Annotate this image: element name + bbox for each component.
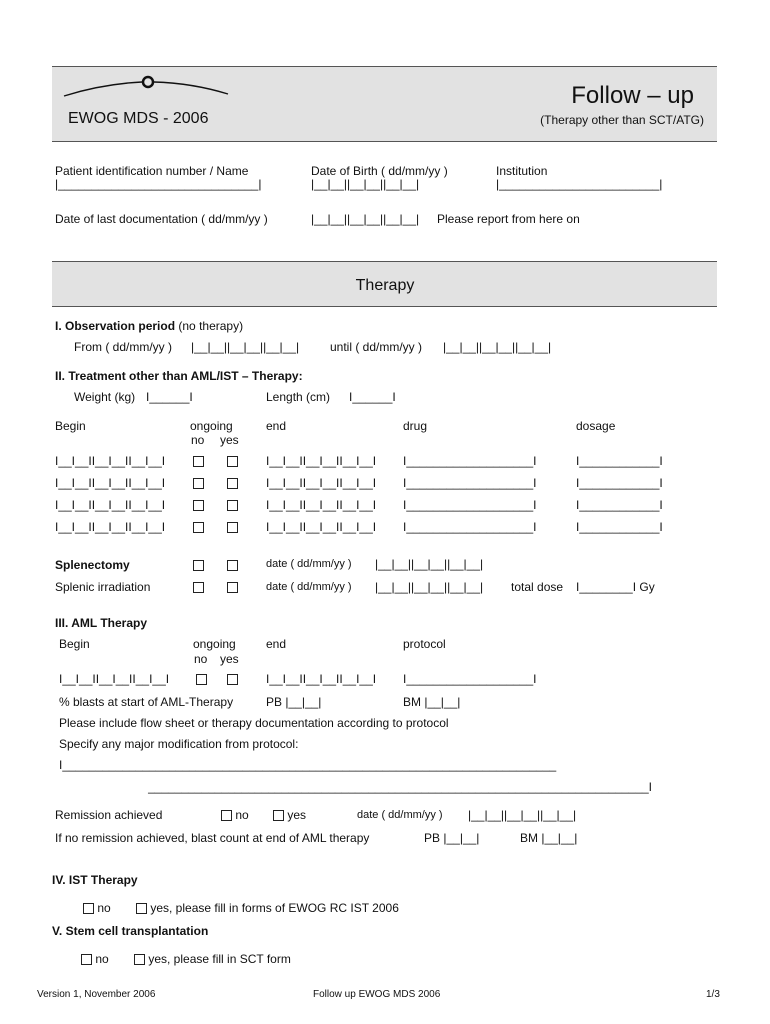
row3-begin-field[interactable]: I__I__II__I__II__I__I bbox=[55, 498, 166, 512]
from-label: From ( dd/mm/yy ) bbox=[74, 340, 172, 354]
remission-no-option[interactable] bbox=[221, 808, 249, 822]
modification-label: Specify any major modification from protocol: bbox=[59, 737, 299, 751]
blasts-bm[interactable] bbox=[403, 695, 460, 709]
splenectomy-date-field[interactable]: |__|__||__|__||__|__| bbox=[375, 557, 484, 571]
row3-ongoing-yes-checkbox[interactable] bbox=[227, 500, 238, 511]
splenectomy-no-checkbox[interactable] bbox=[193, 560, 204, 571]
blasts-label: % blasts at start of AML-Therapy bbox=[59, 695, 234, 709]
sct-no-checkbox[interactable] bbox=[81, 954, 92, 965]
row1-dosage-field[interactable]: I____________I bbox=[576, 454, 663, 468]
length-label: Length (cm) bbox=[266, 390, 331, 404]
col-ongoing: ongoing bbox=[190, 419, 233, 433]
observation-heading bbox=[55, 319, 243, 333]
remission-no-label: no bbox=[235, 808, 249, 822]
splenectomy-yes-checkbox[interactable] bbox=[227, 560, 238, 571]
observation-title: Observation period bbox=[65, 319, 176, 333]
col-end: end bbox=[266, 419, 287, 433]
row1-drug-field[interactable]: I___________________I bbox=[403, 454, 537, 468]
row3-dosage-field[interactable]: I____________I bbox=[576, 498, 663, 512]
row4-end-field[interactable]: I__I__II__I__II__I__I bbox=[266, 520, 377, 534]
aml-end-field[interactable]: I__I__II__I__II__I__I bbox=[266, 672, 377, 686]
patient-id-label: Patient identification number / Name bbox=[55, 164, 249, 178]
aml-col-no: no bbox=[194, 652, 208, 666]
irradiation-label: Splenic irradiation bbox=[55, 580, 151, 594]
irradiation-no-checkbox[interactable] bbox=[193, 582, 204, 593]
row2-dosage-field[interactable]: I____________I bbox=[576, 476, 663, 490]
weight-field[interactable]: I______I bbox=[146, 390, 193, 404]
aml-protocol-field[interactable]: I___________________I bbox=[403, 672, 537, 686]
total-dose-label: total dose bbox=[511, 580, 564, 594]
sct-no-option[interactable] bbox=[81, 952, 109, 966]
length-field[interactable]: I______I bbox=[349, 390, 396, 404]
remission-yes-label: yes bbox=[287, 808, 307, 822]
col-drug: drug bbox=[403, 419, 428, 433]
sct-yes-label: yes, please fill in SCT form bbox=[148, 952, 291, 966]
row4-begin-field[interactable]: I__I__II__I__II__I__I bbox=[55, 520, 166, 534]
row2-ongoing-no-checkbox[interactable] bbox=[193, 478, 204, 489]
irradiation-yes-checkbox[interactable] bbox=[227, 582, 238, 593]
remission-date-label: date ( dd/mm/yy ) bbox=[357, 809, 443, 821]
end-bm[interactable] bbox=[520, 831, 577, 845]
splenectomy-label: Splenectomy bbox=[55, 558, 130, 572]
remission-yes-checkbox[interactable] bbox=[273, 810, 284, 821]
row4-ongoing-yes-checkbox[interactable] bbox=[227, 522, 238, 533]
observation-num: I. bbox=[55, 319, 62, 333]
row2-begin-field[interactable]: I__I__II__I__II__I__I bbox=[55, 476, 166, 490]
blasts-pb-label: PB bbox=[266, 695, 283, 709]
blasts-bm-label: BM bbox=[403, 695, 421, 709]
last-doc-field[interactable]: |__|__||__|__||__|__| bbox=[311, 212, 420, 226]
col-no: no bbox=[191, 433, 205, 447]
row2-end-field[interactable]: I__I__II__I__II__I__I bbox=[266, 476, 377, 490]
report-note: Please report from here on bbox=[437, 212, 580, 226]
aml-ongoing-yes-checkbox[interactable] bbox=[227, 674, 238, 685]
observation-note: (no therapy) bbox=[178, 319, 244, 333]
aml-heading: III. AML Therapy bbox=[55, 616, 148, 630]
ewog-logo-icon bbox=[62, 74, 230, 100]
footer-version: Version 1, November 2006 bbox=[37, 989, 156, 1000]
until-label: until ( dd/mm/yy ) bbox=[330, 340, 423, 354]
remission-no-checkbox[interactable] bbox=[221, 810, 232, 821]
no-remission-label: If no remission achieved, blast count at end of AML therapy bbox=[55, 831, 370, 845]
flow-note: Please include flow sheet or therapy documentation according to protocol bbox=[59, 716, 449, 730]
blasts-pb-field[interactable]: |__|__| bbox=[285, 695, 322, 709]
aml-ongoing-no-checkbox[interactable] bbox=[196, 674, 207, 685]
irradiation-date-label: date ( dd/mm/yy ) bbox=[266, 581, 352, 593]
sct-yes-checkbox[interactable] bbox=[134, 954, 145, 965]
ist-heading: IV. IST Therapy bbox=[52, 873, 138, 887]
row3-end-field[interactable]: I__I__II__I__II__I__I bbox=[266, 498, 377, 512]
aml-col-end: end bbox=[266, 637, 287, 651]
row3-ongoing-no-checkbox[interactable] bbox=[193, 500, 204, 511]
remission-date-field[interactable]: |__|__||__|__||__|__| bbox=[468, 808, 577, 822]
row1-end-field[interactable]: I__I__II__I__II__I__I bbox=[266, 454, 377, 468]
row2-ongoing-yes-checkbox[interactable] bbox=[227, 478, 238, 489]
row4-drug-field[interactable]: I___________________I bbox=[403, 520, 537, 534]
end-pb[interactable] bbox=[424, 831, 479, 845]
ist-yes-checkbox[interactable] bbox=[136, 903, 147, 914]
last-doc-label: Date of last documentation ( dd/mm/yy ) bbox=[55, 212, 268, 226]
until-field[interactable]: |__|__||__|__||__|__| bbox=[443, 340, 552, 354]
remission-yes-option[interactable] bbox=[273, 808, 306, 822]
row4-ongoing-no-checkbox[interactable] bbox=[193, 522, 204, 533]
institution-field[interactable]: |________________________| bbox=[496, 177, 663, 191]
aml-col-yes: yes bbox=[220, 652, 239, 666]
end-bm-field[interactable]: |__|__| bbox=[541, 831, 578, 845]
footer-page-number: 1/3 bbox=[706, 989, 720, 1000]
row1-ongoing-no-checkbox[interactable] bbox=[193, 456, 204, 467]
end-pb-label: PB bbox=[424, 831, 441, 845]
ist-yes-label: yes, please fill in forms of EWOG RC IST 2006 bbox=[150, 901, 399, 915]
ist-no-label: no bbox=[97, 901, 111, 915]
sct-no-label: no bbox=[95, 952, 109, 966]
modification-line-2[interactable]: ___________________________________________________________________________I bbox=[148, 780, 652, 794]
modification-line-1[interactable]: I__________________________________________________________________________ bbox=[59, 758, 557, 772]
sct-heading: V. Stem cell transplantation bbox=[52, 924, 209, 938]
page-title: Follow – up bbox=[571, 82, 694, 109]
col-yes: yes bbox=[220, 433, 239, 447]
row1-ongoing-yes-checkbox[interactable] bbox=[227, 456, 238, 467]
program-name: EWOG MDS - 2006 bbox=[68, 110, 209, 127]
institution-label: Institution bbox=[496, 164, 548, 178]
dob-label: Date of Birth ( dd/mm/yy ) bbox=[311, 164, 448, 178]
col-begin: Begin bbox=[55, 419, 86, 433]
footer-center: Follow up EWOG MDS 2006 bbox=[313, 989, 441, 1000]
ist-yes-option[interactable] bbox=[136, 901, 399, 915]
page-subtitle: (Therapy other than SCT/ATG) bbox=[540, 113, 704, 127]
aml-col-begin: Begin bbox=[59, 637, 90, 651]
treatment-heading: II. Treatment other than AML/IST – Therapy: bbox=[55, 369, 303, 383]
blasts-pb[interactable] bbox=[266, 695, 321, 709]
ist-no-checkbox[interactable] bbox=[83, 903, 94, 914]
weight-label: Weight (kg) bbox=[74, 390, 136, 404]
blasts-bm-field[interactable]: |__|__| bbox=[424, 695, 461, 709]
end-bm-label: BM bbox=[520, 831, 538, 845]
total-dose-field[interactable]: I________I Gy bbox=[576, 580, 655, 594]
irradiation-date-field[interactable]: |__|__||__|__||__|__| bbox=[375, 580, 484, 594]
aml-begin-field[interactable]: I__I__II__I__II__I__I bbox=[59, 672, 170, 686]
row4-dosage-field[interactable]: I____________I bbox=[576, 520, 663, 534]
row3-drug-field[interactable]: I___________________I bbox=[403, 498, 537, 512]
splenectomy-date-label: date ( dd/mm/yy ) bbox=[266, 558, 352, 570]
from-field[interactable]: |__|__||__|__||__|__| bbox=[191, 340, 300, 354]
row2-drug-field[interactable]: I___________________I bbox=[403, 476, 537, 490]
ist-no-option[interactable] bbox=[83, 901, 111, 915]
patient-id-field[interactable]: |______________________________| bbox=[55, 177, 262, 191]
remission-label: Remission achieved bbox=[55, 808, 163, 822]
end-pb-field[interactable]: |__|__| bbox=[443, 831, 480, 845]
aml-col-protocol: protocol bbox=[403, 637, 446, 651]
section-title: Therapy bbox=[355, 277, 415, 294]
dob-field[interactable]: |__|__||__|__||__|__| bbox=[311, 177, 420, 191]
sct-yes-option[interactable] bbox=[134, 952, 291, 966]
aml-col-ongoing: ongoing bbox=[193, 637, 236, 651]
row1-begin-field[interactable]: I__I__II__I__II__I__I bbox=[55, 454, 166, 468]
col-dosage: dosage bbox=[576, 419, 616, 433]
